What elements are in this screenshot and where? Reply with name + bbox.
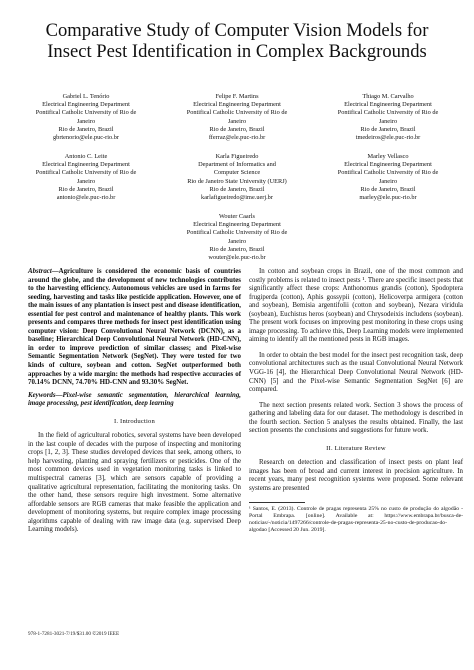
author-affiliation: Janeiro	[227, 237, 247, 245]
author-name: Wouter Caarls	[218, 213, 256, 220]
keywords-label: Keywords	[28, 391, 56, 399]
title-line-1: Comparative Study of Computer Vision Models for	[45, 20, 429, 41]
author-name: Karla Figueiredo	[215, 153, 259, 160]
author-affiliation: Pontifical Catholic University of Rio de	[35, 109, 137, 117]
author-email: karlafigueiredo@ime.uerj.br	[201, 194, 273, 202]
author-name: Marley Vellasco	[367, 153, 409, 160]
author-email: fferraz@ele.puc-rio.br	[208, 134, 266, 142]
footnote: ¹ Santos, E. (2013). Controle de pragas representa 25% no custo de produção do algodão - Portal Embrapa. [online]. Available at: https://www.embrapa.br/busca-de-noticias/-/noticia/1497266/controle-de-pragas-representa-25-no-custo-de-producao-do-algodao [Accessed 20 Jun. 2019].	[249, 505, 463, 533]
author-email: antonio@ele.puc-rio.br	[56, 194, 116, 202]
paper-title	[20, 20, 454, 62]
author-name: Antonio C. Leite	[64, 153, 108, 160]
author-affiliation: Pontifical Catholic University of Rio de	[186, 229, 288, 237]
author-affiliation: Pontifical Catholic University of Rio de	[337, 169, 439, 177]
author-affiliation: Janeiro	[76, 117, 96, 125]
author-affiliation: Janeiro	[378, 117, 398, 125]
author-affiliation: Pontifical Catholic University of Rio de	[35, 169, 137, 177]
author-affiliation: Janeiro	[227, 117, 247, 125]
keywords	[28, 392, 241, 409]
left-column	[28, 268, 241, 542]
author-email: tmedeiros@ele.puc-rio.br	[355, 134, 421, 142]
abstract-text: —Agriculture is considered the economic basis of countries around the globe, and the development of new technologies contributes to the harvesting efficiency. Autonomous vehicles are used in farms for seeding, harvesting and tasks like pesticide application. However, one of the main issues of any plantation is insect pest and disease identification, essential for pest control and maintenance of healthy plants. This work presents and compares three methods for insect pest identification using computer vision: Deep Convolutional Neural Network (DCNN), as a baseline; Hierarchical Deep Convolutional Neural Network (HD-CNN), in order to improve prediction of similar classes; and Pixel-wise Semantic Segmentation Network (SegNet). They were tested for two kinds of culture, soybean and cotton. SegNet outperformed both approaches by a wide margin: the methods had respective accuracies of 70.14% DCNN, 74.70% HD-CNN and 93.30% SegNet.	[28, 268, 241, 387]
author-location: Rio de Janeiro, Brazil	[360, 125, 416, 133]
author-affiliation: Pontifical Catholic University of Rio de	[186, 109, 288, 117]
author-name: Felipe F. Martins	[215, 93, 259, 100]
author-affiliation: Electrical Engineering Department	[344, 101, 432, 109]
author-location: Rio de Janeiro, Brazil	[209, 245, 265, 253]
abstract-label: Abstract	[28, 268, 52, 275]
author-location: Rio de Janeiro, Brazil	[209, 185, 265, 193]
author-affiliation: Electrical Engineering Department	[42, 161, 130, 169]
author-7	[157, 213, 317, 262]
body-paragraph-2: In order to obtain the best model for the insect pest recognition task, deep convolutional architectures such as the usual Convolutional Neural Network VGG-16 [4], the Hierarchical Deep Convolutional Neural Network (HD-CNN) [5] and the Pixel-wise Semantic Segmentation SegNet [6] are compared.	[249, 351, 463, 394]
title-line-2: Insect Pest Identification in Complex Backgrounds	[47, 41, 427, 62]
author-location: Rio de Janeiro, Brazil	[360, 185, 416, 193]
author-email: wouter@ele.puc-rio.br	[208, 254, 266, 262]
author-1	[6, 93, 166, 142]
abstract	[28, 268, 241, 388]
author-location: Rio de Janeiro, Brazil	[58, 125, 114, 133]
introduction-paragraph: In the field of agricultural robotics, several systems have been developed in the last couple of decades with the purpose of inspecting and monitoring crops [1, 2, 3]. These studies developed devices that seek, among others, to help harvesting, planting and spraying fertilizers or pesticides. One of the most common devices used in vegetation monitoring tasks is linked to multispectral cameras [3], which are sensors capable of providing a qualitative agricultural representation, facilitating the monitoring tasks. On the other hand, these sensors require high investment. Some alternative affordable sensors are RGB cameras that make feasible the application and development of monitoring systems, but require complex image processing algorithms capable of dealing with raw image data (e.g. supervised Deep Learning models).	[28, 432, 241, 534]
author-4	[6, 153, 166, 202]
author-5	[157, 153, 317, 202]
author-2	[157, 93, 317, 142]
author-affiliation: Janeiro	[378, 177, 398, 185]
author-3	[308, 93, 468, 142]
author-name: Gabriel L. Tenório	[62, 93, 110, 100]
author-affiliation: Electrical Engineering Department	[193, 101, 281, 109]
author-affiliation: Rio de Janeiro State University (UERJ)	[187, 177, 287, 185]
author-6	[308, 153, 468, 202]
author-affiliation: Computer Science	[213, 169, 261, 177]
author-affiliation: Electrical Engineering Department	[344, 161, 432, 169]
literature-review-paragraph: Research on detection and classification of insect pests on plant leaf images has been of broad and current interest in precision agriculture. In recent years, many pest recognition systems were proposed. Some relevant systems are presented	[249, 459, 463, 493]
author-affiliation: Electrical Engineering Department	[42, 101, 130, 109]
right-column	[249, 268, 463, 534]
author-location: Rio de Janeiro, Brazil	[209, 125, 265, 133]
section-heading-introduction: I. Introduction	[113, 417, 156, 425]
author-affiliation: Janeiro	[76, 177, 96, 185]
body-paragraph-3: The next section presents related work. Section 3 shows the process of gathering and labeling data for our dataset. The methodology is described in the fourth section. Section 5 analyses the results obtained. Finally, the last section presents the conclusions and suggestions for future work.	[249, 401, 463, 435]
keywords-text: —Pixel-wise semantic segmentation, hierarchical learning, image processing, pest identification, deep learning	[28, 391, 241, 408]
author-name: Thiago M. Carvalho	[362, 93, 414, 100]
author-email: marley@ele.puc-rio.br	[359, 194, 417, 202]
author-affiliation: Pontifical Catholic University of Rio de	[337, 109, 439, 117]
footnote-divider	[249, 502, 305, 503]
author-affiliation: Electrical Engineering Department	[193, 221, 281, 229]
author-affiliation: Department of Informatics and	[198, 161, 276, 169]
author-location: Rio de Janeiro, Brazil	[58, 185, 114, 193]
author-email: gbrtenorio@ele.puc-rio.br	[53, 134, 119, 142]
copyright-footer: 978-1-7281-3021-7/19/$31.00 ©2019 IEEE	[28, 631, 120, 637]
section-heading-literature-review: II. Literature Review	[326, 444, 386, 452]
body-paragraph-1: In cotton and soybean crops in Brazil, one of the most common and costly problems is related to insect pests ¹. There are specific insect pests that significantly affect these crops: Anthonomus grandis (cotton), Spodoptera frugiperda (cotton), Aphis gossypii (cotton), Helicoverpa armigera (cotton and soybean), Bemisia argentifolii (cotton and soybean), Nezara viridula (soybean), Euchistus heros (soybean) and Chrysodeixis includens (soybean). The present work focuses on improving pest monitoring in these crops using image processing. To achieve this, Deep Learning models were implemented aiming to identify all the mentioned pests in RGB images.	[249, 268, 463, 344]
